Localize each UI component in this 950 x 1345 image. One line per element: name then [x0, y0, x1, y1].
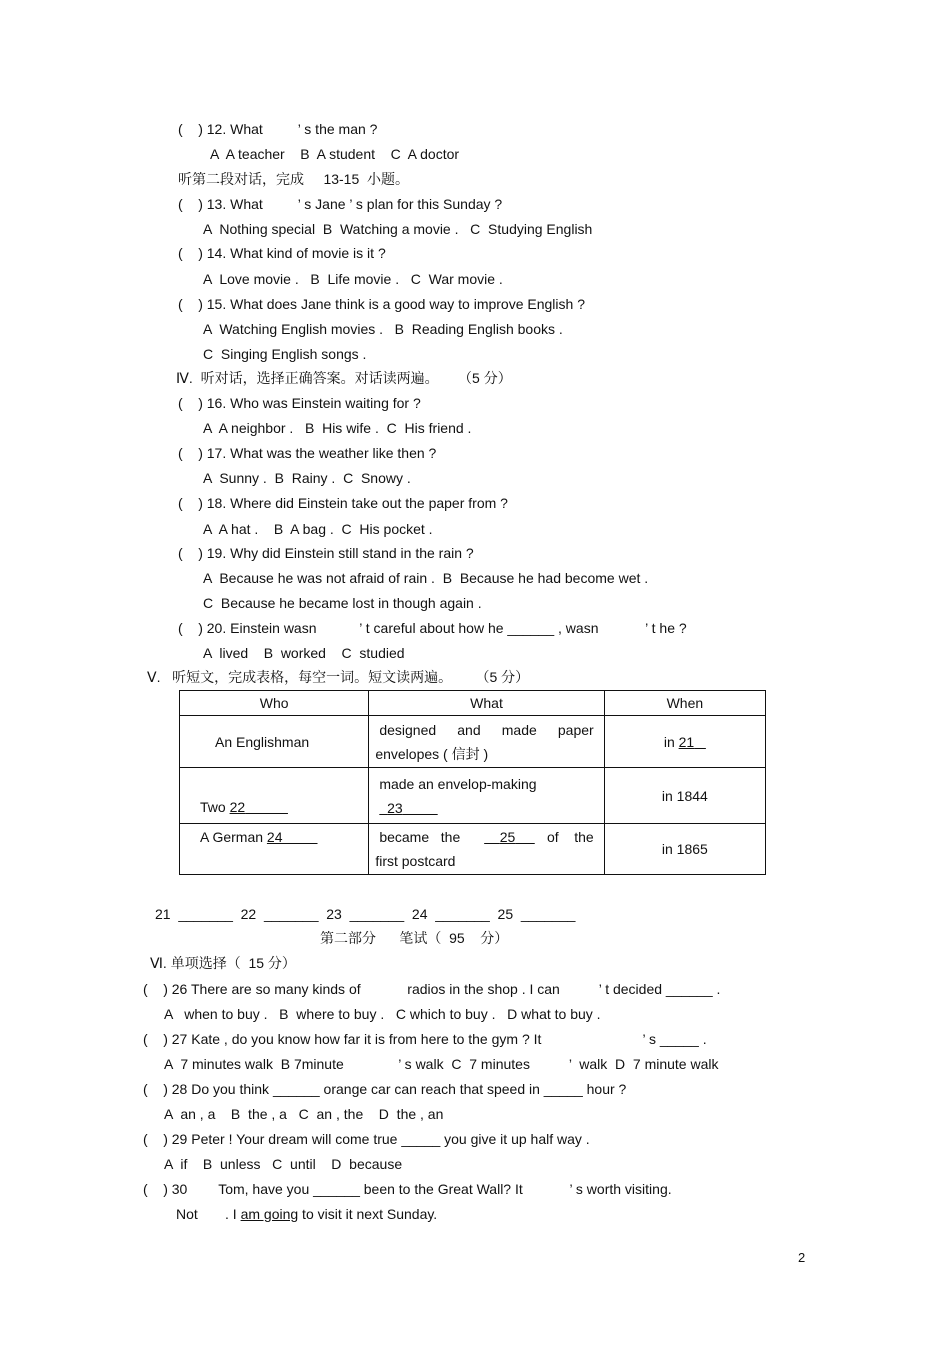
q14: ( ) 14. What kind of movie is it ?	[178, 245, 386, 261]
table-header-row	[180, 691, 766, 716]
cell-what: became the 25 of the first postcard	[369, 824, 604, 875]
answer-blanks-line: 21 _______ 22 _______ 23 _______ 24 _______ 25 _______	[155, 906, 576, 922]
q15: ( ) 15. What does Jane think is a good way to improve English ?	[178, 296, 585, 312]
q15-option-c: C Singing English songs .	[203, 346, 367, 362]
q20: ( ) 20. Einstein wasn ’ t careful about how he ______ , wasn ’ t he ?	[178, 620, 687, 636]
q13: ( ) 13. What ’ s Jane ’ s plan for this Sunday ?	[178, 196, 503, 212]
q19-option-c: C Because he became lost in though again .	[203, 595, 482, 611]
q16: ( ) 16. Who was Einstein waiting for ?	[178, 395, 421, 411]
blank-25: 25	[499, 829, 516, 845]
q26-options: A when to buy . B where to buy . C which to buy . D what to buy .	[164, 1006, 601, 1022]
section-v-heading: Ⅴ. 听短文，完成表格，每空一词。短文读两遍。 （5 分）	[147, 669, 530, 685]
fill-in-table	[179, 690, 766, 875]
blank-22: 22	[229, 799, 246, 815]
page-number: 2	[798, 1250, 806, 1265]
cell-when: in 1865	[604, 824, 765, 875]
q16-options: A A neighbor . B His wife . C His friend .	[203, 420, 472, 436]
q13-options: A Nothing special B Watching a movie . C Studying English	[203, 221, 593, 237]
section-vi-heading: Ⅵ. 单项选择（ 15 分）	[150, 955, 296, 971]
q12: ( ) 12. What ’ s the man ?	[178, 121, 378, 137]
blank-24: 24	[266, 829, 283, 845]
cell-who: Two 22	[180, 768, 369, 824]
table-row	[180, 716, 766, 768]
q15-options-ab: A Watching English movies . B Reading English books .	[203, 321, 563, 337]
table-row	[180, 824, 766, 875]
q28-options: A an , a B the , a C an , the D the , an	[164, 1106, 444, 1122]
q30-answer-line: Not . I am going to visit it next Sunday.	[176, 1206, 438, 1222]
section-iv-heading: Ⅳ. 听对话，选择正确答案。对话读两遍。 （5 分）	[176, 370, 512, 386]
q14-options: A Love movie . B Life movie . C War movie .	[203, 271, 503, 287]
cell-who: An Englishman	[180, 716, 369, 768]
blank-23: 23	[387, 799, 403, 816]
q17: ( ) 17. What was the weather like then ?	[178, 445, 437, 461]
q18-options: A A hat . B A bag . C His pocket .	[203, 521, 433, 537]
q26: ( ) 26 There are so many kinds of radios in the shop . I can ’ t decided ______ .	[143, 981, 721, 997]
cell-when: in 21	[604, 716, 765, 768]
cell-what: made an envelop-making 23	[369, 768, 604, 824]
header-when: When	[604, 691, 765, 716]
blank-21: 21	[678, 733, 695, 750]
q28: ( ) 28 Do you think ______ orange car can reach that speed in _____ hour ?	[143, 1081, 627, 1097]
header-who: Who	[180, 691, 369, 716]
header-what: What	[369, 691, 604, 716]
q19-options-ab: A Because he was not afraid of rain . B Because he had become wet .	[203, 570, 649, 586]
q27-options: A 7 minutes walk B 7minute ’ s walk C 7 minutes ’ walk D 7 minute walk	[164, 1056, 719, 1072]
q17-options: A Sunny . B Rainy . C Snowy .	[203, 470, 411, 486]
q29: ( ) 29 Peter ! Your dream will come true _____ you give it up half way .	[143, 1131, 590, 1147]
q12-options: A A teacher B A student C A doctor	[210, 146, 460, 162]
cell-what: designed and made paper envelopes ( 信封 )	[369, 716, 604, 768]
section-instruction: 听第二段对话，完成 13-15 小题。	[178, 171, 410, 187]
q20-options: A lived B worked C studied	[203, 645, 405, 661]
q19: ( ) 19. Why did Einstein still stand in the rain ?	[178, 545, 474, 561]
cell-who: A German 24	[180, 824, 369, 875]
table-row	[180, 768, 766, 824]
q27: ( ) 27 Kate , do you know how far it is from here to the gym ? It ’ s _____ .	[143, 1031, 707, 1047]
part-two-heading: 第二部分 笔试（ 95 分）	[320, 930, 509, 946]
cell-when: in 1844	[604, 768, 765, 824]
q18: ( ) 18. Where did Einstein take out the paper from ?	[178, 495, 508, 511]
q30: ( ) 30 Tom, have you ______ been to the Great Wall? It ’ s worth visiting.	[143, 1181, 672, 1197]
q29-options: A if B unless C until D because	[164, 1156, 403, 1172]
